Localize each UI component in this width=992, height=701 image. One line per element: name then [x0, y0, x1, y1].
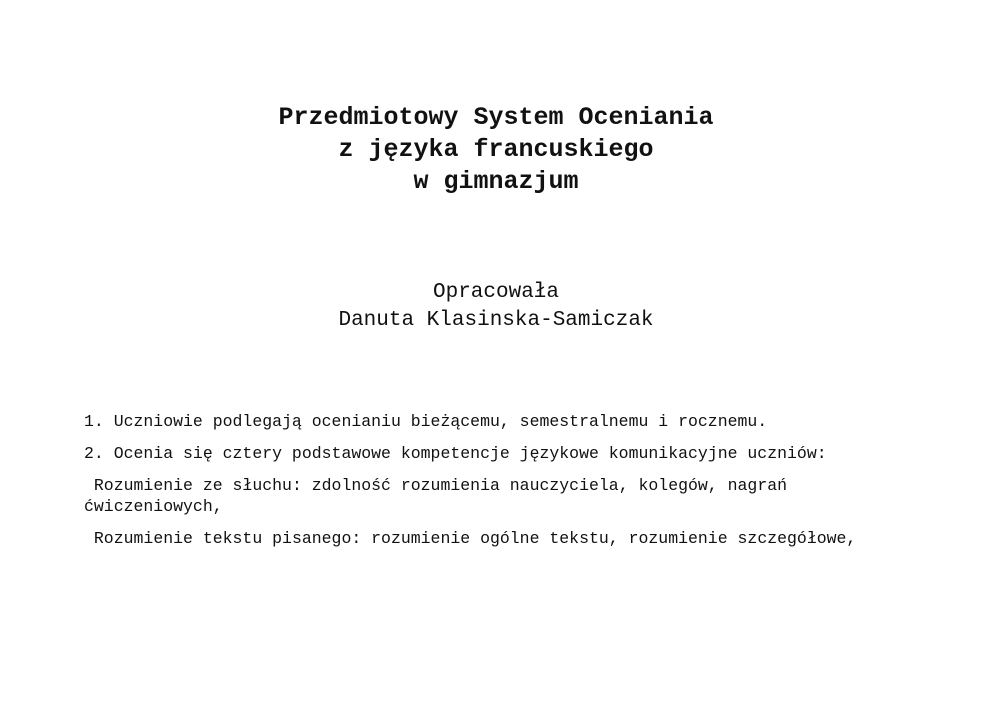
- title-line-2: z języka francuskiego: [338, 135, 654, 164]
- document-body: [84, 411, 914, 560]
- author-name: Danuta Klasinska-Samiczak: [338, 309, 654, 332]
- paragraph-3: Rozumienie ze słuchu: zdolność rozumienia nauczyciela, kolegów, nagrań ćwiczeniowych,: [84, 476, 797, 516]
- document-title: [0, 102, 992, 198]
- title-line-1: Przedmiotowy System Oceniania: [278, 103, 714, 132]
- paragraph-1: 1. Uczniowie podlegają ocenianiu bieżącemu, semestralnemu i rocznemu.: [84, 412, 768, 431]
- paragraph-4: Rozumienie tekstu pisanego: rozumienie ogólne tekstu, rozumienie szczegółowe,: [84, 529, 857, 548]
- paragraph-2: 2. Ocenia się cztery podstawowe kompetencje językowe komunikacyjne uczniów:: [84, 444, 827, 463]
- author-label: Opracowała: [432, 281, 560, 304]
- author-block: [0, 279, 992, 335]
- title-line-3: w gimnazjum: [413, 167, 579, 196]
